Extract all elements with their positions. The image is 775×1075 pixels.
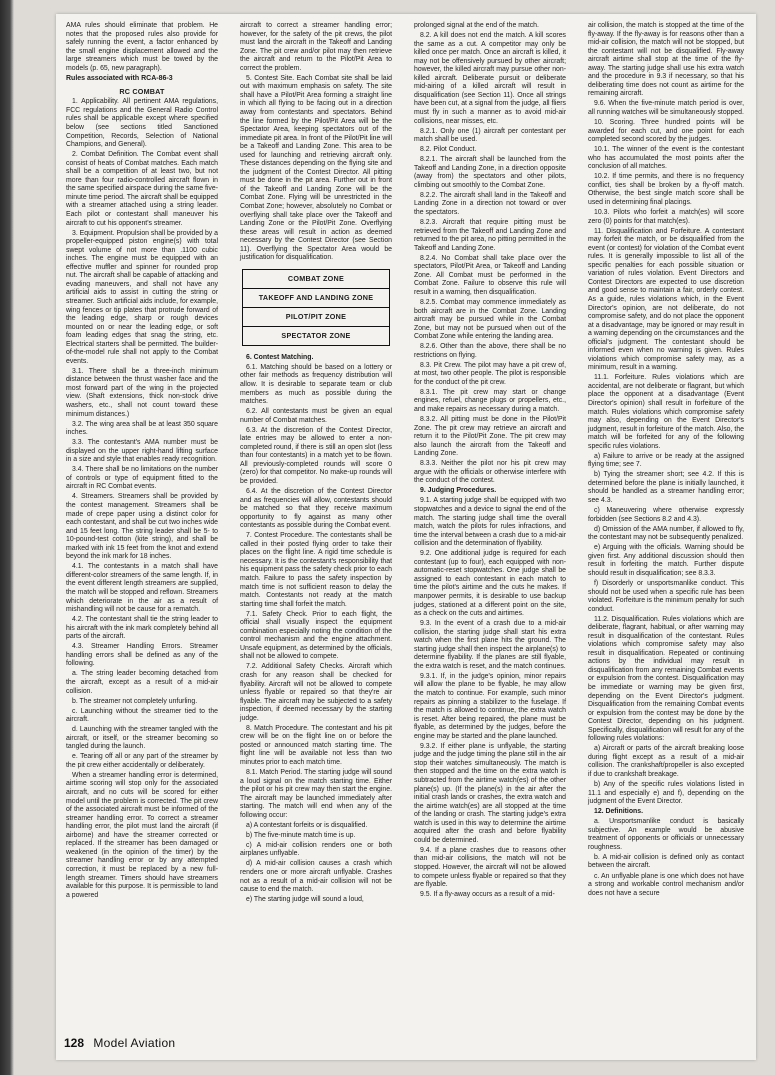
paragraph: 8.3.3. Neither the pilot nor his pit crew may argue with the officials or otherwise interfere with the conduct of the contest.	[414, 460, 566, 485]
column-2	[240, 22, 392, 906]
paragraph: c. An unflyable plane is one which does not have a strong and workable control mechanism and/or does not have a secure	[588, 872, 744, 897]
paragraph: d) Omission of the AMA number, if allowed to fly, the contestant may not be subsequently penalized.	[588, 525, 744, 542]
paragraph: 7. Contest Procedure. The contestants shall be called in their posted flying order to take their places on the flight line. A rigid time schedule is necessary. It is the contestant's responsibility that his equipment pass the safety check prior to each match. Failure to pass the safety inspection by match time is not sufficient reason to delay the match. Contestants not ready at the match starting time shall forfeit the match.	[240, 532, 392, 608]
page-footer	[64, 1036, 175, 1050]
paragraph: a) Failure to arrive or be ready at the assigned flying time; see 7.	[588, 452, 744, 469]
column-3	[414, 22, 566, 901]
zone-takeoff-landing: TAKEOFF AND LANDING ZONE	[243, 289, 389, 308]
paragraph: 6. Contest Matching.	[246, 353, 314, 361]
zone-pilot-pit: PILOT/PIT ZONE	[243, 308, 389, 327]
paragraph: 9.3.1. If, in the judge's opinion, minor repairs will allow the plane to be flyable, he may allow the match to continue. For example, such minor repairs as pinning a stabilizer to the fuselage. If the match is allowed to continue, the extra watch is reset. After being repaired, the plane must be flyable, as determined by the judges, before the engine may be started and the plane launched.	[414, 672, 566, 740]
paragraph: b) Tying the streamer short; see 4.2. If this is determined before the plane is initially launched, it should be handled as a streamer handling error; see 4.3.	[588, 471, 744, 505]
paragraph: a. Unsportsmanlike conduct is basically subjective. An example would be abusive treatment of opponents or officials or unnecessary roughness.	[588, 818, 744, 851]
page-number: 128	[64, 1036, 85, 1050]
paragraph: b) The five-minute match time is up.	[246, 831, 356, 839]
paragraph: 1. Applicability. All pertinent AMA regulations, FCC regulations and the General Radio Control rules shall be applicable except where specified below (see sections titled Sanctioned Competition, Records, Selection of National Champions, and General).	[66, 98, 218, 149]
paragraph: 8. Match Procedure. The contestant and his pit crew will be on the flight line on or before the posted or announced match starting time. The flight line will be available not less than two minutes prior to each match time.	[240, 724, 392, 766]
paragraph: 3.2. The wing area shall be at least 350 square inches.	[66, 420, 218, 437]
paragraph: 3.3. The contestant's AMA number must be displayed on the upper right-hand lifting surface in a size and style that enables ready recognition.	[66, 439, 218, 464]
paragraph: 7.1. Safety Check. Prior to each flight, the official shall visually inspect the equipment combination especially noting the condition of the control mechanism and the engine attachment. Unsafe equipment, as determined by the officials, shall not be allowed to compete.	[240, 610, 392, 661]
paragraph: 9.1. A starting judge shall be equipped with two stopwatches and a device to signal the end of the match. The starting judge shall time the overall match, watch the pilots for rules infractions, and time the interval between a crash due to a mid-air collision and the determination of flyability.	[414, 497, 566, 548]
paragraph: 10. Scoring. Three hundred points will be awarded for each cut, and one point for each completed second scored by the judges.	[588, 119, 744, 144]
paragraph: 4.2. The contestant shall tie the string leader to his aircraft with the ink mark completely behind all parts of the aircraft.	[66, 616, 218, 641]
paragraph: aircraft to correct a streamer handling error; however, for the safety of the pit crews, the pilot must land the aircraft in the Takeoff and Landing Zone. The pit crew and/or pilot may then retrieve the aircraft and return to the Pilot/Pit Area to correct the problem.	[240, 22, 392, 72]
paragraph: 5. Contest Site. Each Combat site shall be laid out with maximum emphasis on safety. The site shall have a Pilot/Pit Area forming a straight line in which all flying to be facing out in a direction away from contestants and spectators. Behind the line formed by the Pilot/Pit Area will be the Spectator Area, keeping spectators out of the immediate pit area. In front of the Pilot/Pit line will be a Takeoff and Landing Zone. This area to be used for launching and retrieving aircraft only. These distances depending on the flying site and the judgment of the Contest Director. All pitting must be done in the pit area. Further out in front of the Takeoff and Landing Zone will be the Combat Zone. Flying will be unrestricted in the Combat Zone; however, absolutely no Combat or overflying shall take place over the Takeoff and Landing Zone or the Pilot/Pit Zone. Overflying these areas will result in action as deemed necessary by the Contest Director (see Section 11). Overflying the Spectator Area would be justification for disqualification.	[240, 74, 392, 262]
paragraph: c. Launching without the streamer tied to the aircraft.	[66, 707, 218, 724]
paragraph: 11.2. Disqualification. Rules violations which are deliberate, flagrant, habitual, or after warning may result in disqualification of the contestant. Rules violations which compromise safety may also result in disqualification. Repeated or continuing actions by the individual may result in disqualification from any remaining Combat events or expulsion from the contest. Disqualification may be immediate or warning may be given first, depending on the Event Director's judgment. Disqualification from the remaining Combat events or expulsion from the contest may be done by the Contest Director, depending on his judgment. Specifically, disqualification will result for any of the following rules violations:	[588, 615, 744, 743]
paragraph: 8.2.6. Other than the above, there shall be no restrictions on flying.	[414, 343, 566, 359]
magazine-name: Model Aviation	[93, 1036, 176, 1050]
paragraph: b. The streamer not completely unfurling.	[72, 697, 198, 705]
paragraph: a) A contestant forfeits or is disqualified.	[246, 821, 368, 829]
rules-heading: Rules associated with RCA-86-3	[66, 75, 173, 83]
paragraph: b) Any of the specific rules violations listed in 11.1 and especially e) and f), depending on the judgment of the Event Director.	[588, 781, 744, 806]
paragraph: 4.3. Streamer Handling Errors. Streamer handling errors shall be defined as any of the following.	[66, 643, 218, 668]
column-1	[66, 22, 218, 902]
paragraph: 12. Definitions.	[594, 808, 644, 816]
page-shadow-edge	[0, 0, 14, 1075]
paragraph: 8.3.1. The pit crew may start or change engines, refuel, change plugs or propellers, etc., and make repairs as necessary during a match.	[414, 388, 566, 414]
paragraph: 8.2.2. The aircraft shall land in the Takeoff and Landing Zone in a direction not toward or over the spectators.	[414, 191, 566, 216]
zone-spectator: SPECTATOR ZONE	[243, 327, 389, 345]
paragraph: air collision, the match is stopped at the time of the fly-away. If the fly-away is for reasons other than a mid-air collision, the match will not be stopped, but the contestant will not be disqualified. Fly-away aircraft airtime shall stop at the time of the fly-away. The starting judge shall use his extra watch and the procedure in 9.3 if necessary, so that his deliberating time does not count as airtime for the remaining aircraft.	[588, 22, 744, 98]
paragraph: 6.3. At the discretion of the Contest Director, late entries may be allowed to enter a non-completed round, if there is still an open slot (less than four contestants) in a match yet to be flown. All previously-completed rounds will score 0 (zero) for that competitor. No make-up rounds will be provided.	[240, 426, 392, 485]
paragraph: 11. Disqualification and Forfeiture. A contestant may forfeit the match, or be disqualified from the event (or contest) for violation of the Combat event rules. It is generally impossible to list all of the specific penalties for each possible situation or variation of rules violation. Event Directors and Contest Directors are expected to use discretion and good sense to maintain a fair, orderly contest. As a guide, rules violations which, in the Event Director's opinion, are not deliberate, do not compromise safety, and do not place the opponent at a disadvantage, may be ignored or may result in a warning depending on the circumstances and the official's judgment. The contestant should be informed even when no warning is given. Rules violations which compromise safety may, as a minimum, result in a warning.	[588, 227, 744, 372]
paragraph: AMA rules should eliminate that problem. He notes that the proposed rules also provide for safely running the event, a factor enhanced by the small engine displacement allowed and the large streamers which must be towed by the models (p. 65, new paragraph).	[66, 22, 218, 72]
paragraph: 8.1. Match Period. The starting judge will sound a loud signal on the match starting time. Either the pilot or his pit crew may then start the engine. The aircraft may be launched immediately after starting. The match will end when any of the following occur:	[240, 769, 392, 819]
paragraph: a) Aircraft or parts of the aircraft breaking loose during flight except as a result of a mid-air collision. The crankshaft/propeller is also excepted if due to crankshaft breakage.	[588, 745, 744, 778]
paragraph: 10.2. If time permits, and there is no frequency conflict, ties shall be broken by a fly-off match. Otherwise, the best single match score shall be used in determining final placings.	[588, 173, 744, 206]
paragraph: 6.2. All contestants must be given an equal number of Combat matches.	[240, 408, 392, 424]
paragraph: f) Disorderly or unsportsmanlike conduct. This should not be used when a specific rule has been violated. Forfeiture is the minimum penalty for such conduct.	[588, 579, 744, 613]
paragraph: 9. Judging Procedures.	[420, 487, 497, 495]
paragraph: 6.1. Matching should be based on a lottery or other fair methods as frequency distribution will allow. It is desirable to separate team or club members as much as possible during the matches.	[240, 363, 392, 406]
paragraph: 2. Combat Definition. The Combat event shall consist of heats of Combat matches. Each match shall be a competition of at least two, but not more than four radio-controlled aircraft flown in the same specified airspace during the same five-minute time period. The aircraft shall be equipped with a streamer attached using a string leader. Each pilot or contestant shall maneuver his aircraft to cut his opponent's streamer.	[66, 151, 218, 227]
paragraph: 3. Equipment. Propulsion shall be provided by a propeller-equipped piston engine(s) with total swept volume of not more than .1100 cubic inches. The engine must be equipped with an effective muffler and spinner for rounded prop nut. The aircraft shall be capable of attacking and evading maneuvers, and shall not have any artificial aids to assist in cutting the string or streamer. Such artificial aids include, for example, wing fences or tip plates that protrude forward of the leading edge, sharp or rough devices mounted on or near the leading edge, or soft foam leading edges that snag the string, etc. Electrical starters shall be permitted. The builder-of-the-model rule shall not apply to the Combat events.	[66, 229, 218, 365]
paragraph: 9.2. One additional judge is required for each contestant (up to four), each equipped with non-automatic-reset stopwatches. One judge shall be assigned to each contestant in each match to time the pilot's airtime and the cuts he makes. If manpower permits, it is desirable to use backup judges, stationed at a different point on the site, as a check on the cuts and airtimes.	[414, 550, 566, 618]
paragraph: prolonged signal at the end of the match.	[414, 22, 539, 29]
paragraph: 9.3.2. If either plane is unflyable, the starting judge and the judge timing the plane still in the air stop their watches simultaneously. The match is then stopped and the time on the extra watch is subtracted from the airtime watch(es) of the other plane(s) up. (If the plane(s) in the air after the initial crash lands or crashes, the extra watch and the airtime watch(es) are all stopped at the time of the landing or crash. The starting judge's extra watch is used in this way to determine the airtime acquired after the crash and before flyability could be determined.	[414, 742, 566, 844]
paragraph: 4.1. The contestants in a match shall have different-color streamers of the same length. If, in the event different length streamers are supplied, the match will be stopped and reflown. Streamers which deteriorate in the air as a result of mishandling will not be cause for a rematch.	[66, 563, 218, 614]
paragraph: 8.2.1. Only one (1) aircraft per contestant per match shall be used.	[414, 127, 566, 144]
zone-combat: COMBAT ZONE	[243, 270, 389, 289]
paragraph: c) Maneuvering where otherwise expressly forbidden (see Sections 8.2 and 4.3).	[588, 507, 744, 523]
paragraph: 4. Streamers. Streamers shall be provided by the contest management. Streamers shall be made of crepe paper using a distinct color for each contestant, and shall be cut two inches wide and 15 feet long. The string leader shall be 5- to 10-pound-test cotton (kite string), and shall be marked with ink 15 feet from the knot and extend beyond the ink mark for 18 inches.	[66, 493, 218, 561]
paragraph: 8.3. Pit Crew. The pilot may have a pit crew of, at most, two other people. The pilot is responsible for the conduct of the pit crew.	[414, 361, 566, 386]
paragraph: 9.4. If a plane crashes due to reasons other than mid-air collisions, the match will not be stopped. However, the aircraft will not be allowed to compete unless flyable or repaired so that they are flyable.	[414, 846, 566, 889]
paragraph: d) A mid-air collision causes a crash which renders one or more aircraft unflyable. Crashes not as a result of a mid-air collision will not be cause to end the match.	[240, 860, 392, 894]
paragraph: 8.3.2. All pitting must be done in the Pilot/Pit Zone. The pit crew may retrieve an aircraft and return it to the Pilot/Pit Zone. The pit crew may also launch the aircraft from the Takeoff and Landing Zone.	[414, 416, 566, 458]
paragraph: 9.3. In the event of a crash due to a mid-air collision, the starting judge shall start his extra watch when the first plane hits the ground. The starting judge shall then inspect the airplane(s) to determine flyability. If the planes are still flyable, the extra watch is reset, and the match continues.	[414, 620, 566, 670]
paragraph: 9.5. If a fly-away occurs as a result of a mid-	[420, 891, 555, 899]
paragraph: e) Arguing with the officials. Warning should be given first. Any additional discussion should then result in forfeiting the match. Further dispute should result in disqualification; see 8.3.3.	[588, 544, 744, 577]
paragraph: 3.4. There shall be no limitations on the number of controls or type of equipment fitted to the aircraft in RC Combat events.	[66, 466, 218, 491]
paragraph: e. Tearing off all or any part of the streamer by the pit crew either accidentally or deliberately.	[66, 753, 218, 769]
magazine-page	[56, 14, 756, 1060]
paragraph: 11.1. Forfeiture. Rules violations which are accidental, are not deliberate or flagrant, but which place the opponent at a disadvantage (Event Director's opinion) shall result in forfeiture of the match. Rules violations which compromise safety may also, depending on the Event Director's judgment, result in forfeiture of the match. Also, the match will be forfeited for any of the following specific rules violations.	[588, 374, 744, 450]
column-4	[588, 22, 744, 900]
paragraph: 8.2.3. Aircraft that require pitting must be retrieved from the Takeoff and Landing Zone and returned to the pit area, no pitting permitted in the Takeoff and Landing Zone.	[414, 219, 566, 252]
paragraph: e) The starting judge will sound a loud,	[246, 896, 364, 904]
paragraph: d. Launching with the streamer tangled with the aircraft, or itself, or the streamer becoming so tangled during the launch.	[66, 726, 218, 751]
paragraph: 3.1. There shall be a three-inch minimum distance between the thrust washer face and the most forward part of the wing in the projected view. (Shaft extensions, thick non-stock drive washers, etc., shall not count toward these minimum distances.)	[66, 367, 218, 418]
paragraph: 9.6. When the five-minute match period is over, all running watches will be simultaneously stopped.	[588, 100, 744, 116]
paragraph: 8.2.1. The aircraft shall be launched from the Takeoff and Landing Zone, in a direction opposite (away from) the spectators and other pilots, climbing out smoothly to the Combat Zone.	[414, 156, 566, 189]
section-title: RC COMBAT	[119, 86, 165, 96]
paragraph: When a streamer handling error is determined, airtime scoring will stop only for the associated aircraft, and no cuts will be scored for either model until the problem is corrected. The pit crew of the associated aircraft must be informed of the streamer handling error. To correct a streamer handling error, the pilot must land the aircraft (if airborne) and have the streamer corrected or replaced. If the streamer has been damaged or weakened (in the opinion of the timer) by the streamer handling error or by any attempted correction, it must be replaced by a new full-length streamer. Timers should have streamers available for this purpose. It is permissible to land a powered	[66, 771, 218, 899]
zone-diagram	[242, 269, 390, 346]
paragraph: 8.2. A kill does not end the match. A kill scores the same as a cut. A competitor may only be killed once per match. Once an aircraft is killed, it may not be offensively pursued by other aircraft; however, the killed aircraft may pursue other non-killed aircraft. Deliberate pursuit or deliberate mid-airing of a killed aircraft will result in disqualification (see Section 11). Once all strings have been cut, at a signal from the judge, all fliers must fly in such a manner as to avoid mid-air collisions, near misses, etc.	[414, 32, 566, 125]
paragraph: 8.2. Pilot Conduct.	[420, 146, 477, 154]
paragraph: b. A mid-air collision is defined only as contact between the aircraft.	[588, 853, 744, 870]
paragraph: 6.4. At the discretion of the Contest Director and as frequencies will allow, contestants should be matched so that they receive maximum opportunity to fly against as many other contestants as possible during the Combat event.	[240, 488, 392, 530]
paragraph: 10.1. The winner of the event is the contestant who has accumulated the most points after the conclusion of all matches.	[588, 146, 744, 171]
paragraph: a. The string leader becoming detached from the aircraft, except as a result of a mid-air collision.	[66, 670, 218, 695]
paragraph: 8.2.4. No Combat shall take place over the spectators, Pilot/Pit Area, or Takeoff and Landing Zone. All Combat must be performed in the Combat Zone. Failure to observe this rule will result in a warning, then disqualification.	[414, 254, 566, 296]
paragraph: c) A mid-air collision renders one or both airplanes unflyable.	[240, 841, 392, 858]
paragraph: 10.3. Pilots who forfeit a match(es) will score zero (0) points for that match(es).	[588, 208, 744, 225]
paragraph: 7.2. Additional Safety Checks. Aircraft which crash for any reason shall be checked for flyability. Aircraft will not be allowed to compete unless flyable or repaired so that they're air flyable. The aircraft may be subjected to a safety inspection, if deemed necessary by the starting judge.	[240, 663, 392, 722]
paragraph: 8.2.5. Combat may commence immediately as both aircraft are in the Combat Zone. Landing aircraft may be pursued while in the Combat Zone, but may not be pursued when out of the Combat Zone while entering the landing area.	[414, 298, 566, 341]
